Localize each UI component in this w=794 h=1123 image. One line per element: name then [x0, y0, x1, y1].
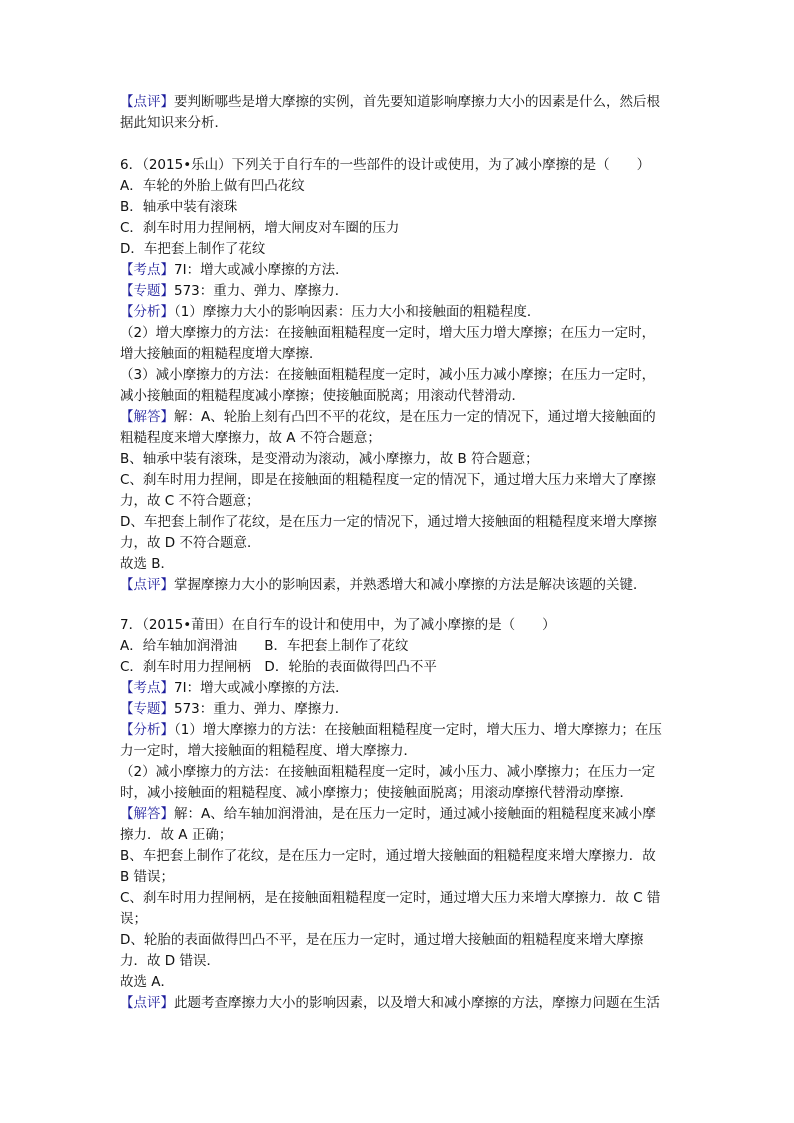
jieda-line: 误； — [120, 911, 147, 927]
fenxi-line: 【分析】（1）摩擦力大小的影响因素：压力大小和接触面的粗糙程度． — [120, 304, 541, 320]
jieda-line: 【解答】解：A、给车轴加润滑油，是在压力一定时，通过减小接触面的粗糙程度来减小摩 — [120, 806, 656, 822]
question-6 — [120, 155, 680, 596]
jieda-line: 力．故 D 错误． — [120, 953, 220, 969]
answer-line: 故选 A． — [120, 974, 175, 990]
option-b: B．轴承中装有滚珠 — [120, 199, 238, 215]
kaodian-line: 【考点】7I：增大或减小摩擦的方法． — [120, 262, 349, 278]
previous-review — [120, 92, 680, 134]
dianping-tag: 【点评】 — [120, 94, 174, 110]
zhuanti-line: 【专题】573：重力、弹力、摩擦力． — [120, 701, 349, 717]
jieda-tag: 【解答】 — [120, 409, 174, 425]
answer-line: 故选 B． — [120, 556, 175, 572]
option-ab: A．给车轴加润滑油 B．车把套上制作了花纹 — [120, 638, 409, 654]
jieda-line: B 错误； — [120, 869, 175, 885]
fenxi-line: 力一定时，增大接触面的粗糙程度、增大摩擦力． — [120, 743, 417, 759]
zhuanti-tag: 【专题】 — [120, 701, 174, 717]
option-cd: C．刹车时用力捏闸柄 D．轮胎的表面做得凹凸不平 — [120, 659, 437, 675]
kaodian-tag: 【考点】 — [120, 262, 174, 278]
option-a: A．车轮的外胎上做有凹凸花纹 — [120, 178, 305, 194]
fenxi-line: 【分析】（1）增大摩擦力的方法：在接触面粗糙程度一定时，增大压力、增大摩擦力；在压 — [120, 722, 662, 738]
fenxi-line: 增大接触面的粗糙程度增大摩擦． — [120, 346, 323, 362]
jieda-line: 擦力．故 A 正确； — [120, 827, 233, 843]
dianping-line: 【点评】掌握摩擦力大小的影响因素，并熟悉增大和减小摩擦的方法是解决该题的关键． — [120, 577, 647, 593]
jieda-line: C、刹车时用力捏闸，即是在接触面的粗糙程度一定的情况下，通过增大压力来增大了摩擦 — [120, 472, 656, 488]
question-stem: 6．（2015•乐山）下列关于自行车的一些部件的设计或使用，为了减小摩擦的是（ ） — [120, 157, 651, 173]
fenxi-tag: 【分析】 — [120, 304, 174, 320]
jieda-line: 【解答】解：A、轮胎上刻有凸凹不平的花纹，是在压力一定的情况下，通过增大接触面的 — [120, 409, 656, 425]
fenxi-tag: 【分析】 — [120, 722, 174, 738]
fenxi-line: 减小接触面的粗糙程度减小摩擦；使接触面脱离；用滚动代替滑动． — [120, 388, 525, 404]
dianping-tag: 【点评】 — [120, 577, 174, 593]
jieda-line: B、车把套上制作了花纹，是在压力一定时，通过增大接触面的粗糙程度来增大摩擦力．故 — [120, 848, 656, 864]
zhuanti-line: 【专题】573：重力、弹力、摩擦力． — [120, 283, 349, 299]
dianping-tag: 【点评】 — [120, 995, 174, 1011]
jieda-line: D、轮胎的表面做得凹凸不平，是在压力一定时，通过增大接触面的粗糙程度来增大摩擦 — [120, 932, 644, 948]
kaodian-tag: 【考点】 — [120, 680, 174, 696]
jieda-tag: 【解答】 — [120, 806, 174, 822]
fenxi-line: （2）减小摩擦力的方法：在接触面粗糙程度一定时，减小压力、减小摩擦力；在压力一定 — [120, 764, 656, 780]
zhuanti-tag: 【专题】 — [120, 283, 174, 299]
kaodian-line: 【考点】7I：增大或减小摩擦的方法． — [120, 680, 349, 696]
question-7 — [120, 615, 680, 1014]
option-d: D．车把套上制作了花纹 — [120, 241, 266, 257]
question-stem: 7．（2015•莆田）在自行车的设计和使用中，为了减小摩擦的是（ ） — [120, 617, 556, 633]
jieda-line: 力，故 C 不符合题意； — [120, 493, 260, 509]
jieda-line: D、车把套上制作了花纹，是在压力一定的情况下，通过增大接触面的粗糙程度来增大摩擦 — [120, 514, 657, 530]
fenxi-line: （3）减小摩擦力的方法：在接触面粗糙程度一定时，减小压力减小摩擦；在压力一定时， — [120, 367, 656, 383]
jieda-line: C、刹车时用力捏闸柄，是在接触面粗糙程度一定时，通过增大压力来增大摩擦力．故 C 错 — [120, 890, 661, 906]
dianping-line: 【点评】此题考查摩擦力大小的影响因素，以及增大和减小摩擦的方法，摩擦力问题在生活 — [120, 995, 660, 1011]
jieda-line: 力，故 D 不符合题意． — [120, 535, 261, 551]
jieda-line: B、轴承中装有滚珠，是变滑动为滚动，减小摩擦力，故 B 符合题意； — [120, 451, 539, 467]
review-line: 据此知识来分析． — [120, 115, 228, 131]
review-line: 【点评】要判断哪些是增大摩擦的实例，首先要知道影响摩擦力大小的因素是什么，然后根 — [120, 94, 660, 110]
option-c: C．刹车时用力捏闸柄，增大闸皮对车圈的压力 — [120, 220, 400, 236]
fenxi-line: 时，减小接触面的粗糙程度、减小摩擦力；使接触面脱离；用滚动摩擦代替滑动摩擦． — [120, 785, 633, 801]
jieda-line: 粗糙程度来增大摩擦力，故 A 不符合题意； — [120, 430, 381, 446]
fenxi-line: （2）增大摩擦力的方法：在接触面粗糙程度一定时，增大压力增大摩擦；在压力一定时， — [120, 325, 656, 341]
